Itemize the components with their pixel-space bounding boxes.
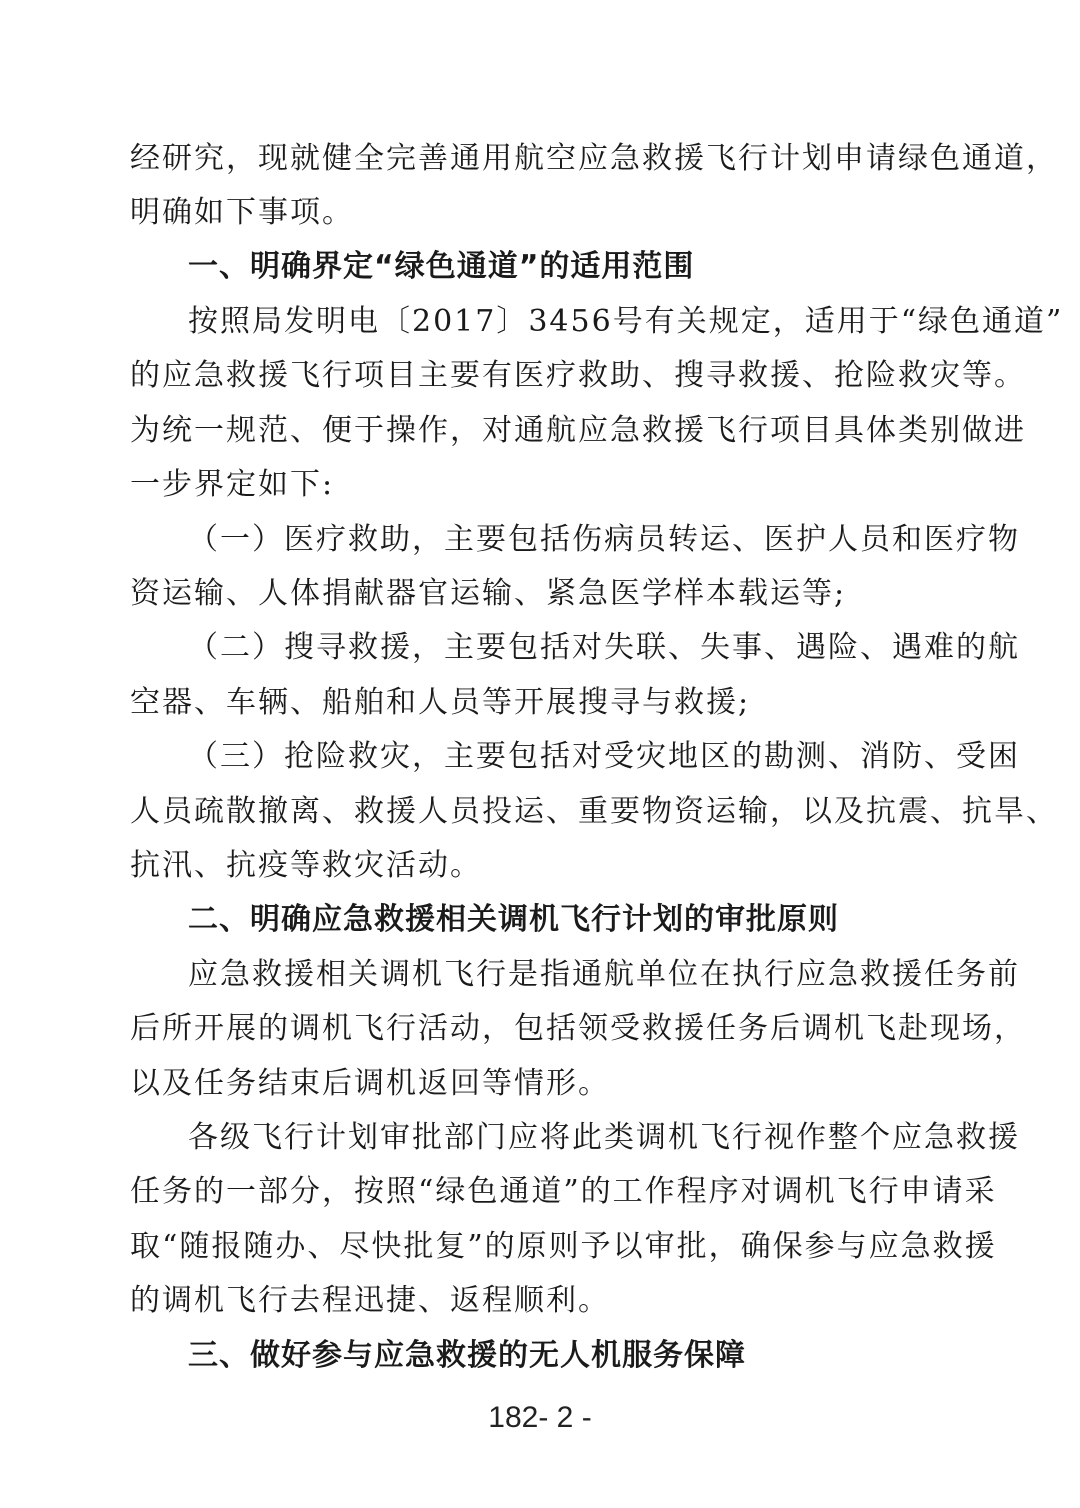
- body-line: 的调机飞行去程迅捷、返程顺利。: [130, 1283, 610, 1318]
- body-line: 为统一规范、便于操作，对通航应急救援飞行项目具体类别做进: [130, 413, 1026, 448]
- body-line: （一）医疗救助，主要包括伤病员转运、医护人员和医疗物: [188, 522, 1020, 557]
- body-line: 明确如下事项。: [130, 195, 354, 230]
- body-line: 后所开展的调机飞行活动，包括领受救援任务后调机飞赴现场，: [130, 1011, 1026, 1046]
- body-line: 各级飞行计划审批部门应将此类调机飞行视作整个应急救援: [188, 1120, 1020, 1155]
- body-line: （三）抢险救灾，主要包括对受灾地区的勘测、消防、受困: [188, 739, 1020, 774]
- body-line: 空器、车辆、船舶和人员等开展搜寻与救援;: [130, 685, 751, 720]
- page-number: 182- 2 -: [488, 1401, 592, 1434]
- section-heading: 三、做好参与应急救援的无人机服务保障: [188, 1338, 746, 1373]
- section-heading: 一、明确界定“绿色通道”的适用范围: [188, 249, 695, 284]
- body-line: 资运输、人体捐献器官运输、紧急医学样本载运等;: [130, 576, 847, 611]
- body-line: 以及任务结束后调机返回等情形。: [130, 1066, 610, 1101]
- body-line: 经研究，现就健全完善通用航空应急救援飞行计划申请绿色通道，: [130, 141, 1058, 176]
- body-line: 人员疏散撤离、救援人员投运、重要物资运输，以及抗震、抗旱、: [130, 794, 1058, 829]
- body-line: 任务的一部分，按照“绿色通道”的工作程序对调机飞行申请采: [130, 1174, 997, 1209]
- body-line: 一步界定如下:: [130, 467, 335, 502]
- body-line: 按照局发明电〔2017〕3456号有关规定，适用于“绿色通道”: [188, 304, 1064, 339]
- body-line: 抗汛、抗疫等救灾活动。: [130, 848, 482, 883]
- body-line: 取“随报随办、尽快批复”的原则予以审批，确保参与应急救援: [130, 1229, 997, 1264]
- section-heading: 二、明确应急救援相关调机飞行计划的审批原则: [188, 902, 839, 937]
- body-line: （二）搜寻救援，主要包括对失联、失事、遇险、遇难的航: [188, 630, 1020, 665]
- body-line: 的应急救援飞行项目主要有医疗救助、搜寻救援、抢险救灾等。: [130, 358, 1026, 393]
- body-line: 应急救援相关调机飞行是指通航单位在执行应急救援任务前: [188, 957, 1020, 992]
